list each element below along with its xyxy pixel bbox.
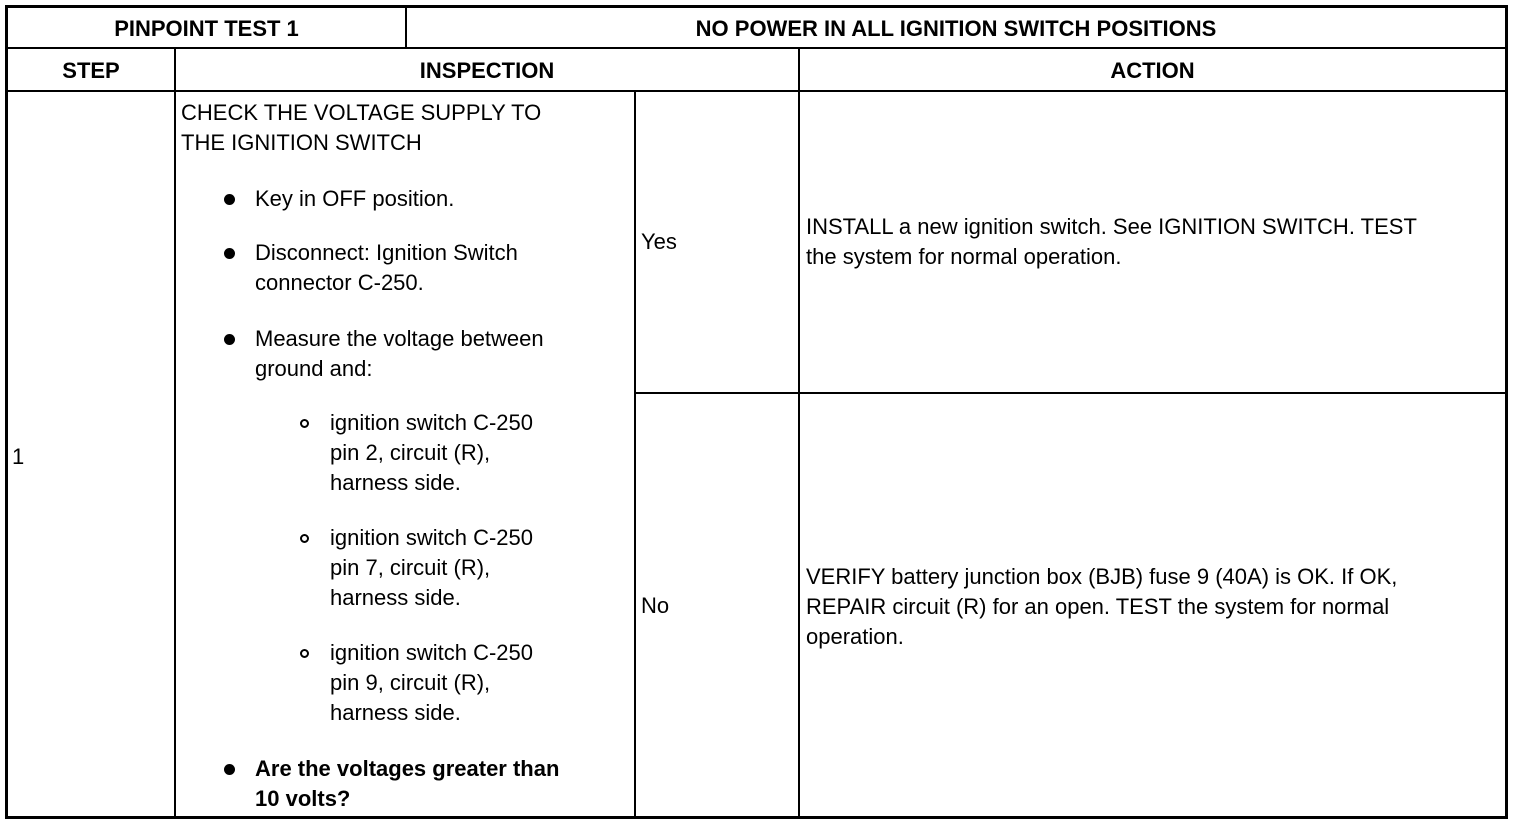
question-text: Are the voltages greater than — [255, 756, 560, 781]
sub-bullet-text: harness side. — [330, 585, 461, 610]
sub-bullet-text: harness side. — [330, 700, 461, 725]
bullet-icon — [224, 248, 235, 259]
sub-bullet-text: ignition switch C-250 — [330, 525, 533, 550]
column-header-step: STEP — [62, 58, 120, 83]
sub-bullet-text: pin 9, circuit (R), — [330, 670, 491, 695]
bullet-icon — [224, 334, 235, 345]
answer-no-action: VERIFY battery junction box (BJB) fuse 9 (40A) is OK. If OK, — [806, 564, 1398, 589]
sub-bullet-icon — [300, 419, 309, 428]
sub-bullet-text: harness side. — [330, 470, 461, 495]
bullet-text: Measure the voltage between — [255, 326, 544, 351]
sub-bullet-icon — [300, 534, 309, 543]
question-text: 10 volts? — [255, 786, 351, 811]
sub-bullet-text: ignition switch C-250 — [330, 410, 533, 435]
sub-bullet-text: pin 7, circuit (R), — [330, 555, 491, 580]
bullet-text: ground and: — [255, 356, 373, 381]
answer-yes-action: the system for normal operation. — [806, 244, 1122, 269]
answer-yes-label: Yes — [641, 229, 677, 254]
answer-no-action: operation. — [806, 624, 904, 649]
inspection-heading-line: THE IGNITION SWITCH — [181, 130, 422, 155]
bullet-icon — [224, 764, 235, 775]
answer-yes-action: INSTALL a new ignition switch. See IGNITION SWITCH. TEST — [806, 214, 1417, 239]
bullet-text: Key in OFF position. — [255, 186, 455, 211]
test-subject: NO POWER IN ALL IGNITION SWITCH POSITIONS — [695, 16, 1217, 41]
answer-no-action: REPAIR circuit (R) for an open. TEST the system for normal — [806, 594, 1390, 619]
step-number: 1 — [12, 444, 25, 469]
sub-bullet-icon — [300, 649, 309, 658]
test-name: PINPOINT TEST 1 — [114, 16, 299, 41]
column-header-inspection: INSPECTION — [419, 58, 555, 83]
answer-no-label: No — [641, 593, 670, 618]
bullet-text: connector C-250. — [255, 270, 424, 295]
sub-bullet-text: ignition switch C-250 — [330, 640, 533, 665]
inspection-heading-line: CHECK THE VOLTAGE SUPPLY TO — [181, 100, 542, 125]
sub-bullet-text: pin 2, circuit (R), — [330, 440, 491, 465]
bullet-icon — [224, 194, 235, 205]
bullet-text: Disconnect: Ignition Switch — [255, 240, 518, 265]
column-header-action: ACTION — [1110, 58, 1195, 83]
